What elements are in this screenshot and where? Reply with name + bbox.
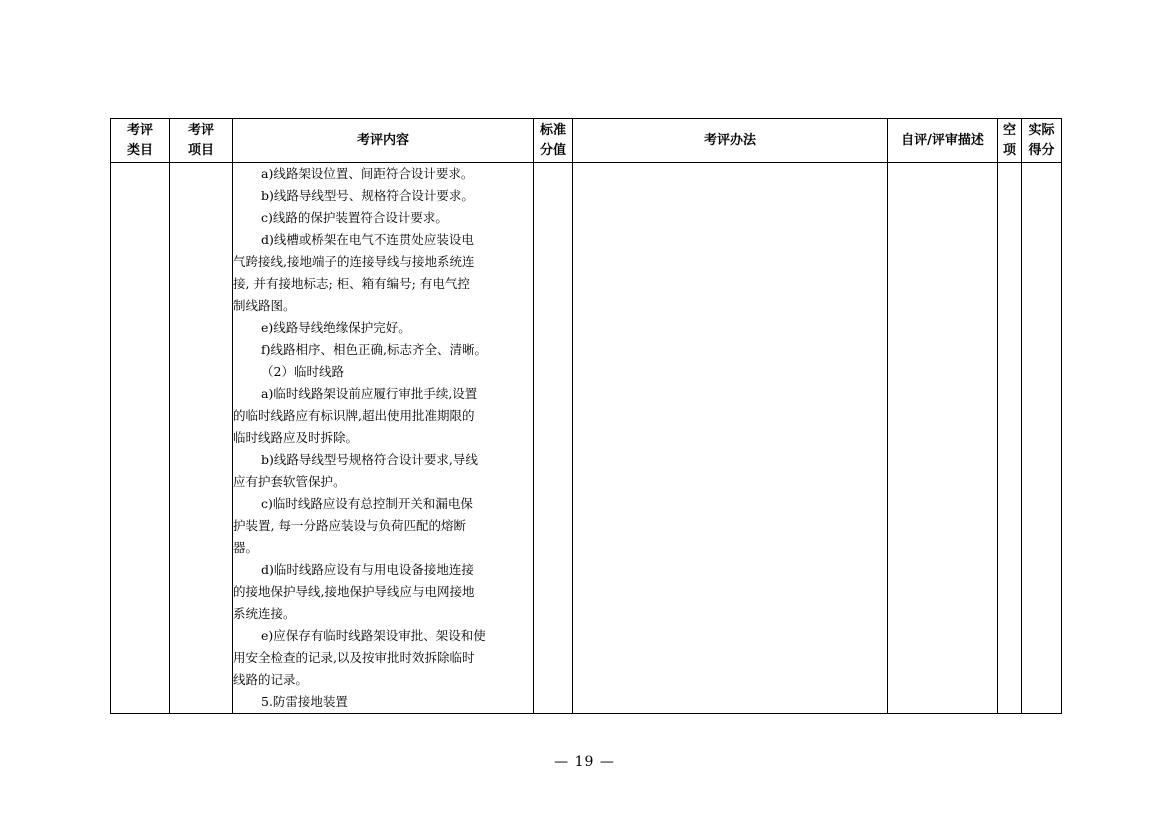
header-self-review: 自评/评审描述 — [888, 119, 998, 163]
content-line: 系统连接。 — [233, 606, 296, 621]
content-line: 接, 并有接地标志; 柜、箱有编号; 有电气控 — [233, 276, 470, 291]
content-line: 5.防雷接地装置 — [261, 694, 348, 709]
content-line: e)应保存有临时线路架设审批、架设和使 — [261, 628, 486, 643]
actual-score-cell — [1022, 163, 1062, 714]
content-line: b)线路导线型号规格符合设计要求,导线 — [261, 452, 478, 467]
content-line: 护装置, 每一分路应装设与负荷匹配的熔断 — [233, 518, 466, 533]
content-line: b)线路导线型号、规格符合设计要求。 — [261, 188, 474, 203]
content-cell — [233, 163, 534, 714]
category-cell — [111, 163, 170, 714]
item-cell — [170, 163, 233, 714]
content-line: e)线路导线绝缘保护完好。 — [261, 320, 411, 335]
content-line: f)线路相序、相色正确,标志齐全、清晰。 — [261, 342, 487, 357]
content-line: d)临时线路应设有与用电设备接地连接 — [261, 562, 474, 577]
content-line: 应有护套软管保护。 — [233, 474, 346, 489]
header-content: 考评内容 — [233, 119, 534, 163]
evaluation-table — [110, 118, 1062, 714]
table-row — [111, 163, 1062, 714]
content-line: 临时线路应及时拆除。 — [233, 430, 359, 445]
content-line: 气跨接线,接地端子的连接导线与接地系统连 — [233, 254, 475, 269]
content-line: 的临时线路应有标识牌,超出使用批准期限的 — [233, 408, 475, 423]
header-category: 考评 类目 — [111, 119, 170, 163]
content-line: 制线路图。 — [233, 298, 296, 313]
header-method: 考评办法 — [573, 119, 888, 163]
content-line: c)临时线路应设有总控制开关和漏电保 — [261, 496, 473, 511]
method-cell — [573, 163, 888, 714]
content-line: d)线槽或桥架在电气不连贯处应装设电 — [261, 232, 474, 247]
content-line: 用安全检查的记录,以及按审批时效拆除临时 — [233, 650, 475, 665]
standard-score-cell — [534, 163, 573, 714]
page-number: — 19 — — [554, 754, 615, 770]
header-actual-score: 实际 得分 — [1022, 119, 1062, 163]
content-line: 线路的记录。 — [233, 672, 309, 687]
header-standard-score: 标准 分值 — [534, 119, 573, 163]
header-empty-item: 空 项 — [998, 119, 1022, 163]
content-line: c)线路的保护装置符合设计要求。 — [261, 210, 448, 225]
self-review-cell — [888, 163, 998, 714]
content-line: 的接地保护导线,接地保护导线应与电网接地 — [233, 584, 475, 599]
header-item: 考评 项目 — [170, 119, 233, 163]
content-lines — [233, 163, 533, 713]
content-line: 器。 — [233, 540, 259, 555]
content-line: a)线路架设位置、间距符合设计要求。 — [261, 166, 474, 181]
content-line: （2）临时线路 — [261, 364, 344, 379]
empty-item-cell — [998, 163, 1022, 714]
header-row — [111, 119, 1062, 163]
content-line: a)临时线路架设前应履行审批手续,设置 — [261, 386, 478, 401]
